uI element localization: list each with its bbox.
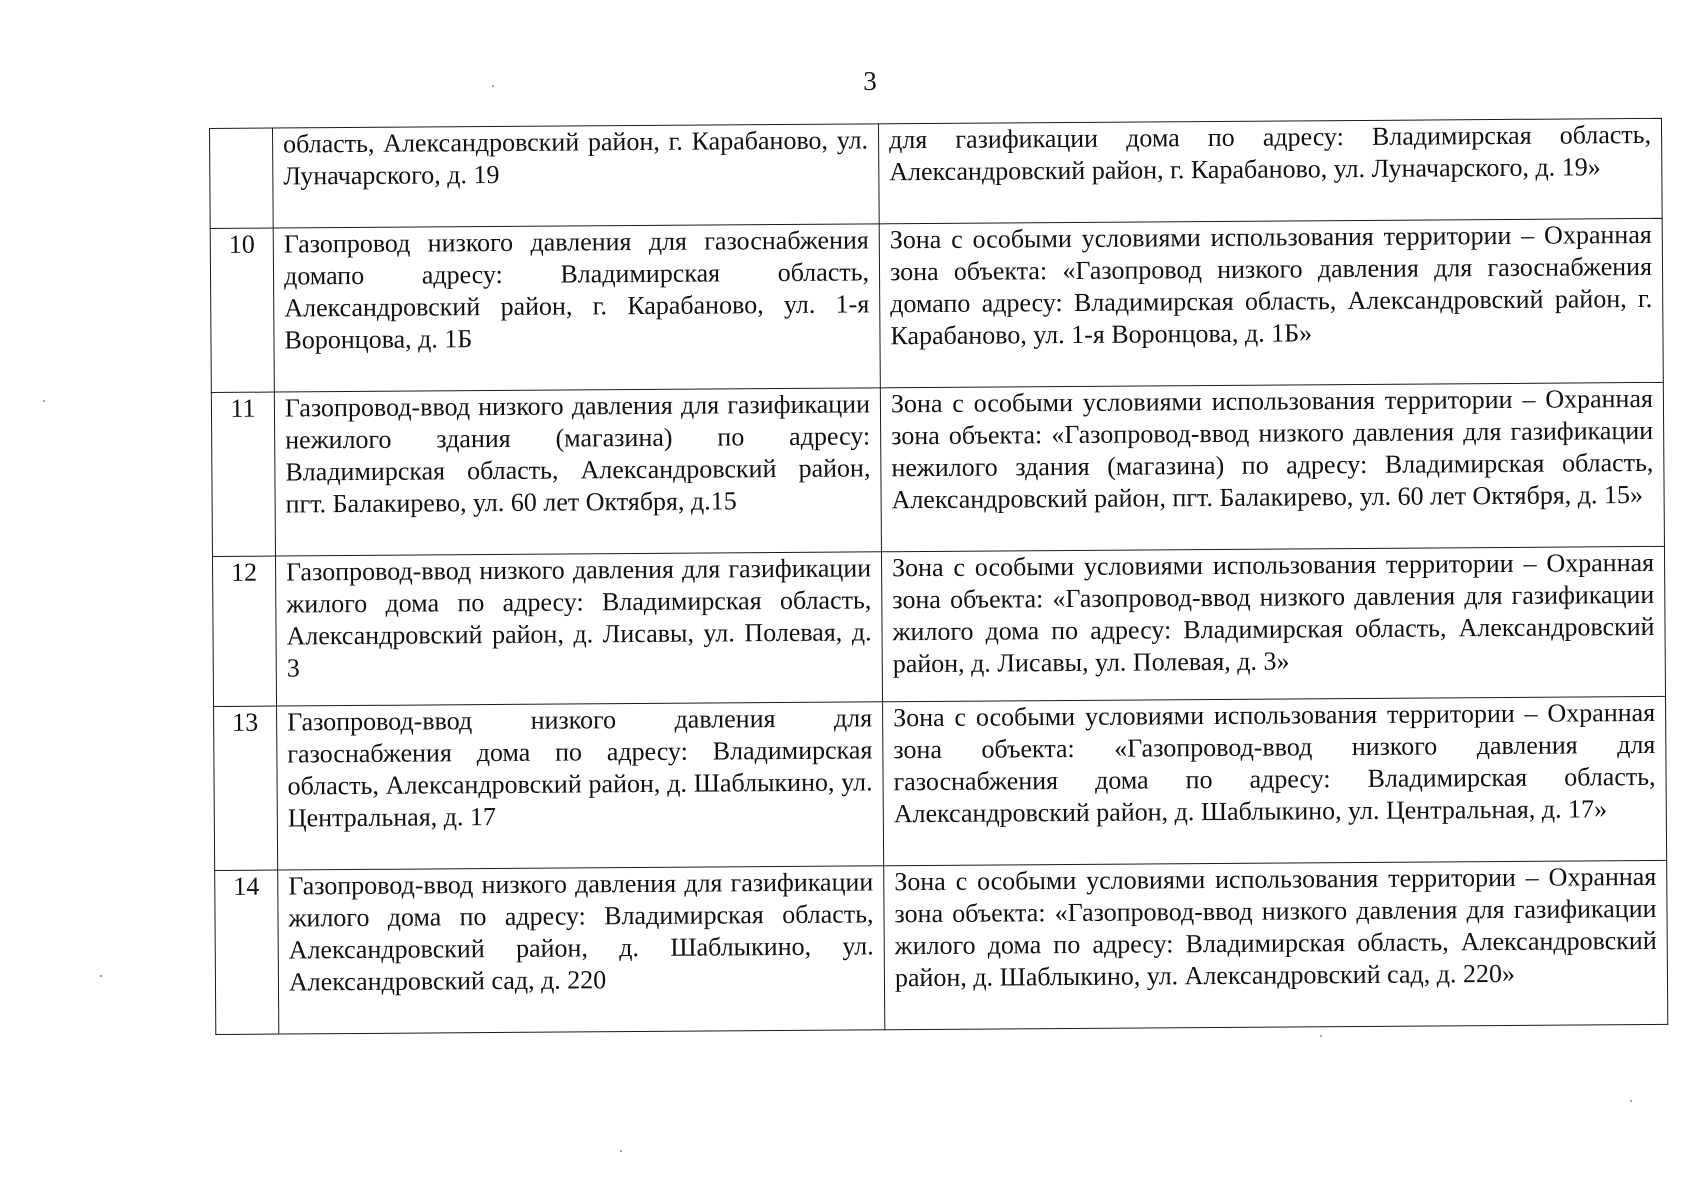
row-number: 11 (211, 392, 275, 556)
table-row (210, 118, 1663, 228)
zones-table (209, 118, 1668, 1035)
zone-description: Зона с особыми условиями использования территории – Охранная зона объекта: «Газопровод-ввод низкого давления для газификации жилого дома по адресу: Владимирская область, Александровский район, д. Лисавы, ул. Полевая, д. 3» (881, 546, 1665, 701)
scan-speck (620, 1150, 622, 1152)
object-name: Газопровод-ввод низкого давления для газификации жилого дома по адресу: Владимирская область, Александровский район, д. Шаблыкино, ул. Александровский сад, д. 220 (278, 866, 885, 1034)
scan-speck (1320, 1035, 1322, 1037)
table-row (210, 218, 1663, 392)
scan-speck (492, 85, 494, 87)
table-row (211, 382, 1664, 556)
row-number: 14 (215, 870, 279, 1034)
object-name: Газопровод-ввод низкого давления для газоснабжения дома по адресу: Владимирская область, Александровский район, д. Шаблыкино, ул. Центральная, д. 17 (277, 702, 884, 870)
object-name: Газопровод-ввод низкого давления для газификации жилого дома по адресу: Владимирская область, Александровский район, д. Лисавы, ул. Полевая, д. 3 (275, 552, 882, 706)
table-row (214, 696, 1667, 870)
row-number (210, 128, 274, 228)
table-row (215, 860, 1668, 1034)
object-name: Газопровод-ввод низкого давления для газификации нежилого здания (магазина) по адресу: Владимирская область, Александровский район, пгт. Балакирево, ул. 60 лет Октября, д.15 (274, 388, 881, 556)
object-name: область, Александровский район, г. Карабаново, ул. Луначарского, д. 19 (273, 124, 880, 228)
zone-description: Зона с особыми условиями использования территории – Охранная зона объекта: «Газопровод низкого давления для газоснабжения домапо адресу: Владимирская область, Александровский район, г. Карабаново, ул. 1-я Воронцова, д. 1Б» (879, 218, 1663, 387)
zone-description: для газификации дома по адресу: Владимирская область, Александровский район, г. Карабаново, ул. Луначарского, д. 19» (878, 118, 1662, 223)
zone-description: Зона с особыми условиями использования территории – Охранная зона объекта: «Газопровод-ввод низкого давления для газоснабжения дома по адресу: Владимирская область, Александровский район, д. Шаблыкино, ул. Центральная, д. 17» (883, 696, 1667, 865)
scan-speck (100, 975, 102, 977)
zone-description: Зона с особыми условиями использования территории – Охранная зона объекта: «Газопровод-ввод низкого давления для газификации нежилого здания (магазина) по адресу: Владимирская область, Александровский район, пгт. Балакирево, ул. 60 лет Октября, д. 15» (880, 382, 1664, 551)
table-row (212, 546, 1665, 706)
row-number: 13 (214, 706, 278, 870)
row-number: 10 (210, 228, 274, 392)
page-number: 3 (863, 66, 877, 96)
scan-speck (43, 400, 45, 402)
row-number: 12 (212, 556, 276, 706)
object-name: Газопровод низкого давления для газоснабжения домапо адресу: Владимирская область, Александровский район, г. Карабаново, ул. 1-я Воронцова, д. 1Б (273, 224, 880, 392)
zone-description: Зона с особыми условиями использования территории – Охранная зона объекта: «Газопровод-ввод низкого давления для газификации жилого дома по адресу: Владимирская область, Александровский район, д. Шаблыкино, ул. Александровский сад, д. 220» (884, 860, 1668, 1029)
scan-speck (1630, 1100, 1632, 1102)
